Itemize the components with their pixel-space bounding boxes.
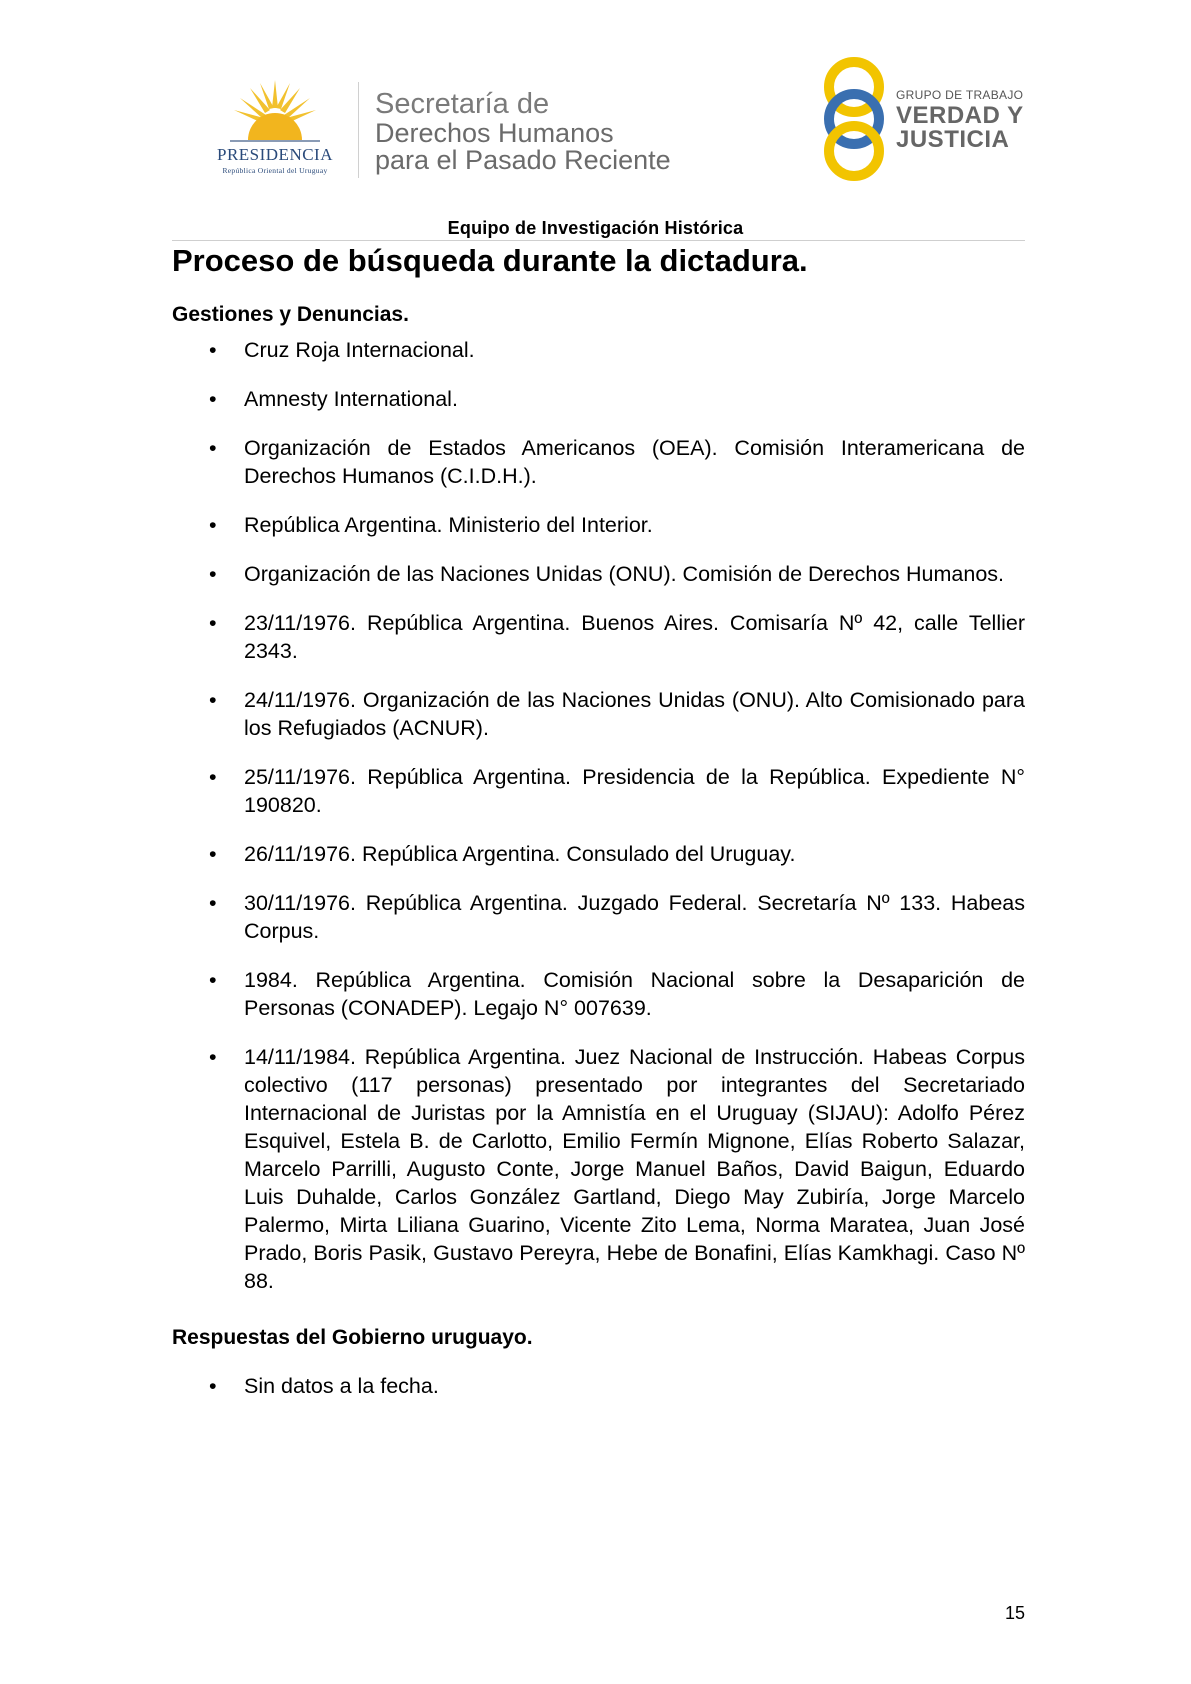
page-header: [0, 0, 1191, 215]
presidencia-name: PRESIDENCIA: [216, 145, 333, 164]
vyj-small-label: GRUPO DE TRABAJO: [896, 88, 1024, 102]
rings-icon: [820, 55, 890, 185]
list-item: • 25/11/1976. República Argentina. Presidencia de la República. Expediente N° 190820.: [209, 765, 1025, 817]
list-item: • 23/11/1976. República Argentina. Buenos Aires. Comisaría Nº 42, calle Tellier 2343.: [209, 611, 1025, 663]
bullet-icon: •: [209, 387, 217, 411]
secretaria-logo: [375, 88, 671, 174]
logo-divider: [358, 82, 359, 178]
bullet-icon: •: [209, 1045, 217, 1069]
bullet-icon: •: [209, 688, 217, 712]
presidencia-subtitle: República Oriental del Uruguay: [222, 166, 328, 175]
list-item: • 14/11/1984. República Argentina. Juez Nacional de Instrucción. Habeas Corpus colectivo (117 personas) presentado por integrantes del Secretariado Internacional de Juristas por la Amnistía en el Uruguay (SIJAU): Adolfo Pérez Esquivel, Estela B. de Carlotto, Emilio Fermín Mignone, Elías Roberto Salazar, Marcelo Parrilli, Augusto Conte, Jorge Manuel Baños, David Baigun, Eduardo Luis Duhalde, Carlos González Gartland, Diego May Zubiría, Jorge Marcelo Palermo, Mirta Liliana Guarino, Vicente Zito Lema, Norma Maratea, Juan José Prado, Boris Pasik, Gustavo Pereyra, Hebe de Bonafini, Elías Kamkhagi. Caso Nº 88.: [209, 1045, 1025, 1293]
secretaria-line-2: Derechos Humanos: [375, 118, 614, 148]
list-item: • Organización de las Naciones Unidas (ONU). Comisión de Derechos Humanos.: [209, 562, 1004, 586]
bullet-icon: •: [209, 611, 217, 635]
page-title: Proceso de búsqueda durante la dictadura.: [172, 243, 808, 278]
list-item: • Amnesty International.: [209, 387, 458, 411]
list-item: • Cruz Roja Internacional.: [209, 338, 475, 362]
gestiones-list: [172, 336, 1025, 1295]
list-item: • Sin datos a la fecha.: [209, 1374, 439, 1398]
bullet-icon: •: [209, 968, 217, 992]
secretaria-line-3: para el Pasado Reciente: [375, 145, 671, 175]
list-item: • 1984. República Argentina. Comisión Nacional sobre la Desaparición de Personas (CONADEP). Legajo N° 007639.: [209, 968, 1025, 1020]
page-content: [172, 238, 1025, 1400]
team-title: Equipo de Investigación Histórica: [447, 218, 744, 238]
bullet-icon: •: [209, 1374, 217, 1398]
presidencia-logo: [195, 78, 355, 178]
list-item: • República Argentina. Ministerio del Interior.: [209, 513, 653, 537]
bullet-icon: •: [209, 436, 217, 460]
list-item: • Organización de Estados Americanos (OEA). Comisión Interamericana de Derechos Humanos (C.I.D.H.).: [209, 436, 1025, 488]
list-item: • 30/11/1976. República Argentina. Juzgado Federal. Secretaría Nº 133. Habeas Corpus.: [209, 891, 1025, 943]
verdad-justicia-logo: [820, 55, 1030, 185]
bullet-icon: •: [209, 765, 217, 789]
respuestas-list: [172, 1372, 1025, 1400]
list-item: • 26/11/1976. República Argentina. Consulado del Uruguay.: [209, 842, 796, 866]
section-heading-respuestas: Respuestas del Gobierno uruguayo.: [172, 1326, 533, 1349]
section-heading-gestiones: Gestiones y Denuncias.: [172, 303, 409, 326]
list-item: • 24/11/1976. Organización de las Naciones Unidas (ONU). Alto Comisionado para los Refugiados (ACNUR).: [209, 688, 1025, 740]
bullet-icon: •: [209, 338, 217, 362]
secretaria-line-1: Secretaría de: [375, 88, 550, 120]
bullet-icon: •: [209, 891, 217, 915]
bullet-icon: •: [209, 562, 217, 586]
vyj-line-2: JUSTICIA: [896, 126, 1010, 153]
page-number: 15: [1005, 1603, 1026, 1623]
sun-icon: [230, 78, 320, 144]
bullet-icon: •: [209, 842, 217, 866]
bullet-icon: •: [209, 513, 217, 537]
vyj-line-1: VERDAD Y: [896, 102, 1024, 129]
